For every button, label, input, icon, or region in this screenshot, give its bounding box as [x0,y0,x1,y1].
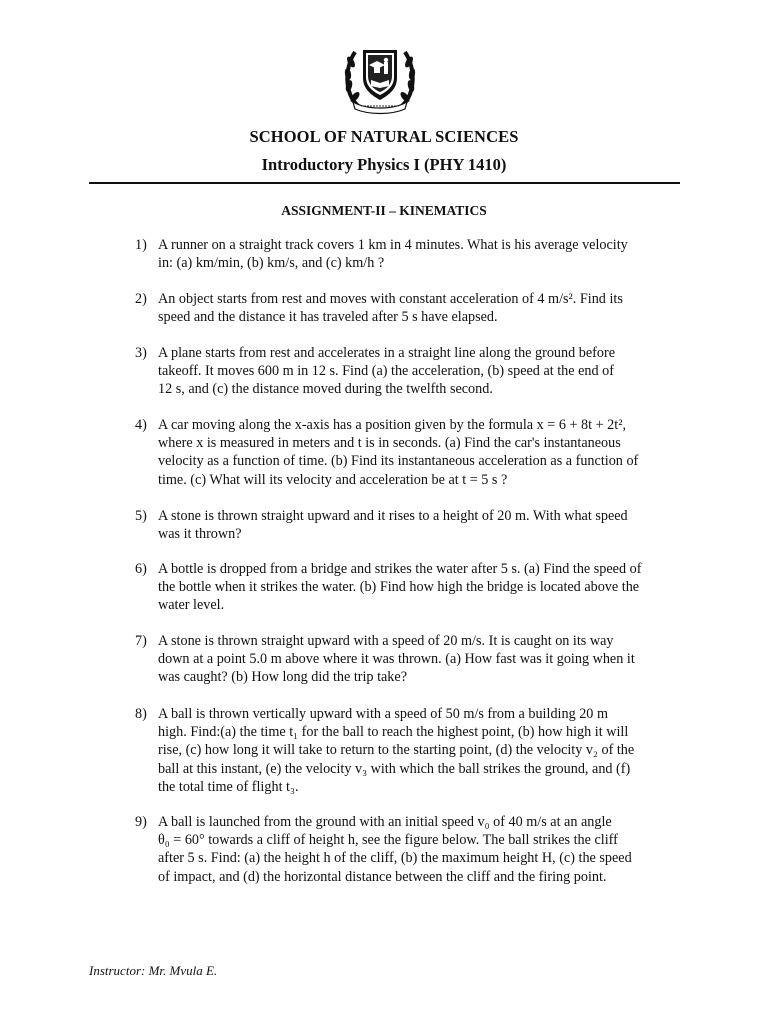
question-line: velocity as a function of time. (b) Find its instantaneous acceleration as a function of [158,453,639,470]
question-line: time. (c) What will its velocity and acceleration be at t = 5 s ? [158,471,508,488]
question-line: θ₀ = 60° towards a cliff of height h, see the figure below. The ball strikes the cliff [158,832,618,849]
question-line: A bottle is dropped from a bridge and strikes the water after 5 s. (a) Find the speed of [158,561,642,577]
question-line: A runner on a straight track covers 1 km in 4 minutes. What is his average velocity [158,237,628,253]
question-line: was it thrown? [158,526,242,543]
question-line: after 5 s. Find: (a) the height h of the cliff, (b) the maximum height H, (c) the speed [158,850,632,867]
question-number: 8) [135,706,147,722]
assignment-title: ASSIGNMENT-II – KINEMATICS [281,203,487,218]
question-line: where x is measured in meters and t is in seconds. (a) Find the car's instantaneous [158,435,621,452]
question-line: A ball is thrown vertically upward with a speed of 50 m/s from a building 20 m [158,706,608,722]
question-line: An object starts from rest and moves with constant acceleration of 4 m/s². Find its [158,291,623,307]
instructor-name: Instructor: Mr. Mvula E. [89,963,218,978]
course-title: Introductory Physics I (PHY 1410) [261,155,507,174]
question-line: A stone is thrown straight upward with a speed of 20 m/s. It is caught on its way [158,633,614,649]
question-number: 3) [135,345,147,361]
question-number: 6) [135,561,147,577]
question-number: 5) [135,508,147,524]
question-line: water level. [158,597,225,614]
question-number: 4) [135,417,147,433]
question-line: of impact, and (d) the horizontal distance between the cliff and the firing point. [158,868,607,885]
question-line: A stone is thrown straight upward and it rises to a height of 20 m. With what speed [158,508,628,524]
question-line: in: (a) km/min, (b) km/s, and (c) km/h ? [158,255,385,272]
question-line: the total time of flight t₃. [158,778,299,795]
question-line: speed and the distance it has traveled after 5 s have elapsed. [158,309,498,326]
header-divider [89,182,680,184]
question-number: 7) [135,633,147,649]
question-number: 1) [135,237,147,253]
question-number: 2) [135,291,147,307]
question-line: A car moving along the x-axis has a position given by the formula x = 6 + 8t + 2t², [158,417,626,433]
question-line: rise, (c) how long it will take to return to the starting point, (d) the velocity v₂ of the [158,742,635,759]
question-number: 9) [135,814,147,830]
question-line: the bottle when it strikes the water. (b) Find how high the bridge is located above the [158,579,640,596]
school-crest-logo [341,40,419,116]
question-line: high. Find:(a) the time t₁ for the ball to reach the highest point, (b) how high it will [158,724,629,741]
question-line: ball at this instant, (e) the velocity v₃ with which the ball strikes the ground, and (f) [158,760,631,777]
question-line: 12 s, and (c) the distance moved during the twelfth second. [158,381,493,398]
school-name: SCHOOL OF NATURAL SCIENCES [249,127,519,146]
question-line: A ball is launched from the ground with an initial speed v₀ of 40 m/s at an angle [158,814,612,830]
question-line: takeoff. It moves 600 m in 12 s. Find (a) the acceleration, (b) speed at the end of [158,363,614,380]
question-line: was caught? (b) How long did the trip take? [158,669,407,686]
question-line: A plane starts from rest and accelerates in a straight line along the ground before [158,345,615,361]
question-line: down at a point 5.0 m above where it was thrown. (a) How fast was it going when it [158,651,635,668]
